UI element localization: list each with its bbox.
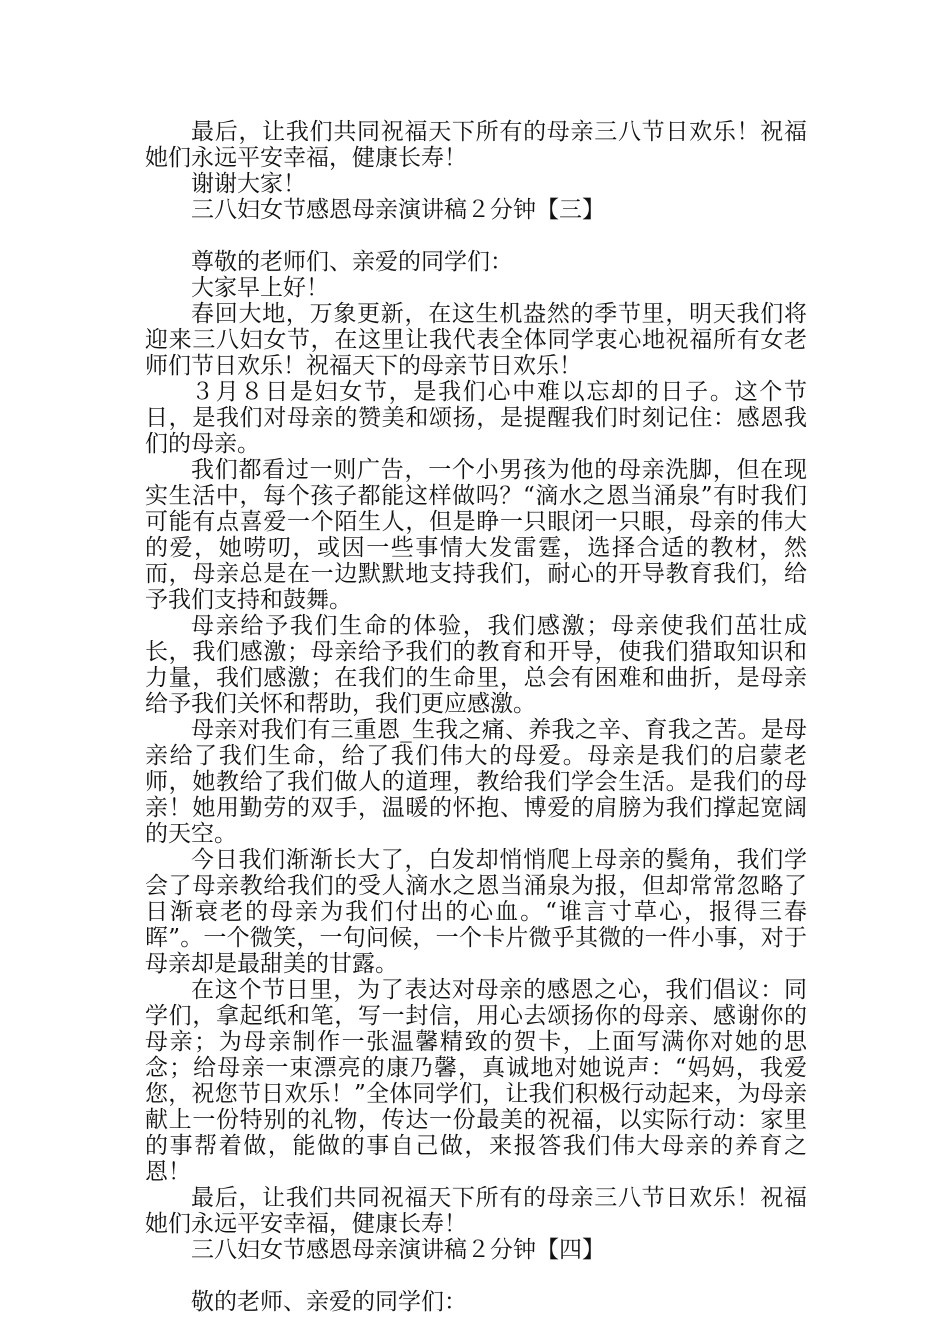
blank-line xyxy=(145,223,807,249)
greeting: 大家早上好！ xyxy=(191,275,329,301)
salutation: 尊敬的老师们、亲爱的同学们： xyxy=(191,249,513,275)
closing-paragraph-two: 最后，让我们共同祝福天下所有的母亲三八节日欢乐！祝福她们永远平安幸福，健康长寿！ xyxy=(145,1185,807,1237)
document-page xyxy=(145,119,807,1315)
section-heading-three: 三八妇女节感恩母亲演讲稿２分钟【三】 xyxy=(191,197,605,223)
paragraph-march-8: ３月８日是妇女节，是我们心中难以忘却的日子。这个节日，是我们对母亲的赞美和颂扬，是提醒我们时刻记住：感恩我们的母亲。 xyxy=(145,379,807,457)
blank-line-two xyxy=(145,1263,807,1289)
paragraph-proposal: 在这个节日里，为了表达对母亲的感恩之心，我们倡议：同学们，拿起纸和笔，写一封信，用心去颂扬你的母亲、感谢你的母亲；为母亲制作一张温馨精致的贺卡，上面写满你对她的思念；给母亲一束漂亮的康乃馨，真诚地对她说声：“妈妈，我爱您，祝您节日欢乐！”全体同学们，让我们积极行动起来，为母亲献上一份特别的礼物，传达一份最美的祝福，以实际行动：家里的事帮着做，能做的事自己做，来报答我们伟大母亲的养育之恩！ xyxy=(145,977,807,1185)
paragraph-advertisement: 我们都看过一则广告，一个小男孩为他的母亲洗脚，但在现实生活中，每个孩子都能这样做吗？“滴水之恩当涌泉”有时我们可能有点喜爱一个陌生人，但是睁一只眼闭一只眼，母亲的伟大的爱，她唠叨，或因一些事情大发雷霆，选择合适的教材，然而，母亲总是在一边默默地支持我们，耐心的开导教育我们，给予我们支持和鼓舞。 xyxy=(145,457,807,613)
paragraph-gratitude: 母亲给予我们生命的体验，我们感激；母亲使我们茁壮成长，我们感激；母亲给予我们的教育和开导，使我们猎取知识和力量，我们感激；在我们的生命里，总会有困难和曲折，是母亲给予我们关怀和帮助，我们更应感激。 xyxy=(145,613,807,717)
paragraph-growing-up: 今日我们渐渐长大了，白发却悄悄爬上母亲的鬓角，我们学会了母亲教给我们的受人滴水之恩当涌泉为报，但却常常忽略了日渐衰老的母亲为我们付出的心血。“谁言寸草心，报得三春晖”。一个微笑，一句问候，一个卡片微乎其微的一件小事，对于母亲却是最甜美的甘露。 xyxy=(145,847,807,977)
section-heading-four: 三八妇女节感恩母亲演讲稿２分钟【四】 xyxy=(191,1237,605,1263)
salutation-two: 敬的老师、亲爱的同学们： xyxy=(191,1289,467,1315)
paragraph-spring: 春回大地，万象更新，在这生机盎然的季节里，明天我们将迎来三八妇女节，在这里让我代表全体同学衷心地祝福所有女老师们节日欢乐！祝福天下的母亲节日欢乐！ xyxy=(145,301,807,379)
thanks-line: 谢谢大家！ xyxy=(191,171,306,197)
closing-paragraph: 最后，让我们共同祝福天下所有的母亲三八节日欢乐！祝福她们永远平安幸福，健康长寿！ xyxy=(145,119,807,171)
paragraph-three-graces: 母亲对我们有三重恩_生我之痛、养我之辛、育我之苦。是母亲给了我们生命，给了我们伟大的母爱。母亲是我们的启蒙老师，她教给了我们做人的道理，教给我们学会生活。是我们的母亲！她用勤劳的双手，温暖的怀抱、博爱的肩膀为我们撑起宽阔的天空。 xyxy=(145,717,807,847)
